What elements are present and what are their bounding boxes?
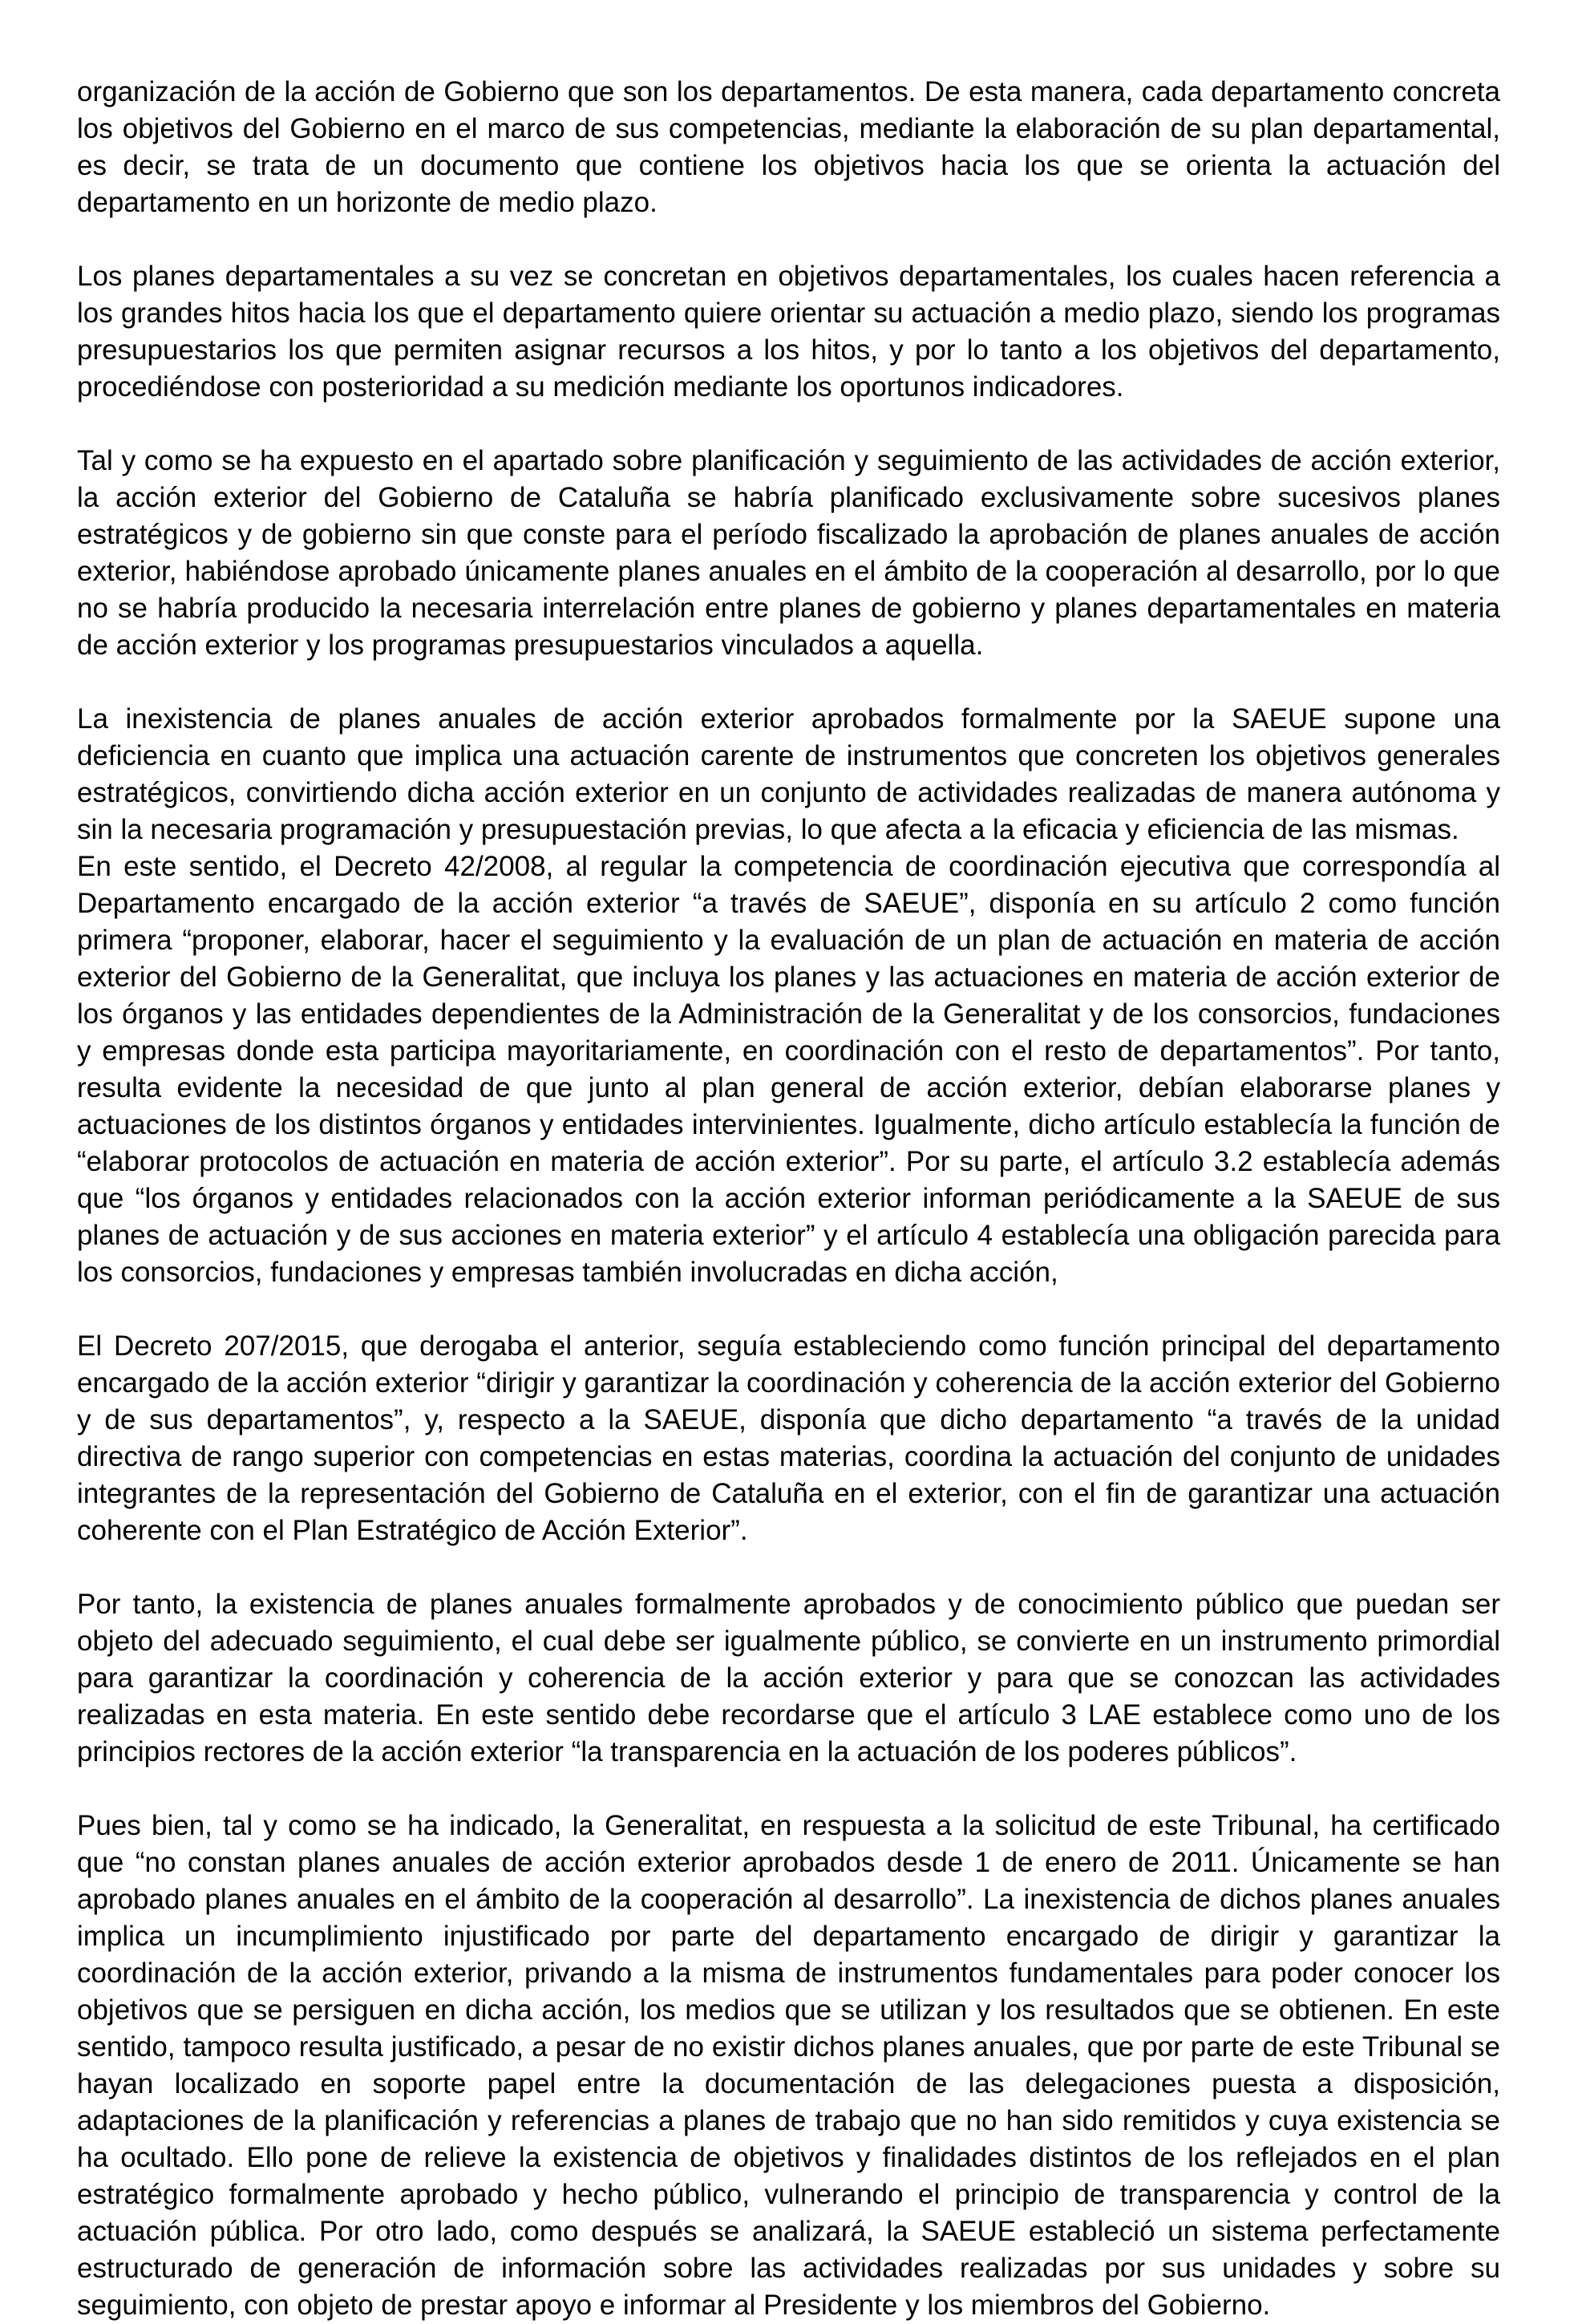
paragraph-planning-exterior-action: Tal y como se ha expuesto en el apartado sobre planificación y seguimiento de las actividades de acción exterior, la acción exterior del Gobierno de Cataluña se habría planificado exclusivamente sobre sucesivos planes estratégicos y de gobierno sin que conste para el período fiscalizado la aprobación de planes anuales de acción exterior, habiéndose aprobado únicamente planes anuales en el ámbito de la cooperación al desarrollo, por lo que no se habría producido la necesaria interrelación entre planes de gobierno y planes departamentales en materia de acción exterior y los programas presupuestarios vinculados a aquella. [77,445,1500,661]
paragraph-lack-of-annual-plans: La inexistencia de planes anuales de acción exterior aprobados formalmente por la SAEUE supone una deficiencia en cuanto que implica una actuación carente de instrumentos que concreten los objetivos generales estratégicos, convirtiendo dicha acción exterior en un conjunto de actividades realizadas de manera autónoma y sin la necesaria programación y presupuestación previas, lo que afecta a la eficacia y eficiencia de las mismas. [77,703,1500,845]
paragraph-departmental-objectives: Los planes departamentales a su vez se concretan en objetivos departamentales, los cuales hacen referencia a los grandes hitos hacia los que el departamento quiere orientar su actuación a medio plazo, siendo los programas presupuestarios los que permiten asignar recursos a los hitos, y por lo tanto a los objetivos del departamento, procediéndose con posterioridad a su medición mediante los oportunos indicadores. [77,261,1500,403]
paragraph-decreto-207-2015: El Decreto 207/2015, que derogaba el anterior, seguía estableciendo como función principal del departamento encargado de la acción exterior “dirigir y garantizar la coordinación y coherencia de la acción exterior del Gobierno y de sus departamentos”, y, respecto a la SAEUE, disponía que dicho departamento “a través de la unidad directiva de rango superior con competencias en estas materias, coordina la actuación del conjunto de unidades integrantes de la representación del Gobierno de Cataluña en el exterior, con el fin de garantizar una actuación coherente con el Plan Estratégico de Acción Exterior”. [77,1330,1500,1546]
paragraph-decreto-42-2008: En este sentido, el Decreto 42/2008, al regular la competencia de coordinación ejecutiva que correspondía al Departamento encargado de la acción exterior “a través de SAEUE”, disponía en su artículo 2 como función primera “proponer, elaborar, hacer el seguimiento y la evaluación de un plan de actuación en materia de acción exterior del Gobierno de la Generalitat, que incluya los planes y las actuaciones en materia de acción exterior de los órganos y las entidades dependientes de la Administración de la Generalitat y de los consorcios, fundaciones y empresas donde esta participa mayoritariamente, en coordinación con el resto de departamentos”. Por tanto, resulta evidente la necesidad de que junto al plan general de acción exterior, debían elaborarse planes y actuaciones de los distintos órganos y entidades intervinientes. Igualmente, dicho artículo establecía la función de “elaborar protocolos de actuación en materia de acción exterior”. Por su parte, el artículo 3.2 establecía además que “los órganos y entidades relacionados con la acción exterior informan periódicamente a la SAEUE de sus planes de actuación y de sus acciones en materia exterior” y el artículo 4 establecía una obligación parecida para los consorcios, fundaciones y empresas también involucradas en dicha acción, [77,851,1500,1288]
paragraph-departmental-plans-intro: organización de la acción de Gobierno que son los departamentos. De esta manera, cada departamento concreta los objetivos del Gobierno en el marco de sus competencias, mediante la elaboración de su plan departamental, es decir, se trata de un documento que contiene los objetivos hacia los que se orienta la actuación del departamento en un horizonte de medio plazo. [77,76,1500,218]
paragraph-generalitat-certification: Pues bien, tal y como se ha indicado, la Generalitat, en respuesta a la solicitud de este Tribunal, ha certificado que “no constan planes anuales de acción exterior aprobados desde 1 de enero de 2011. Únicamente se han aprobado planes anuales en el ámbito de la cooperación al desarrollo”. La inexistencia de dichos planes anuales implica un incumplimiento injustificado por parte del departamento encargado de dirigir y garantizar la coordinación de la acción exterior, privando a la misma de instrumentos fundamentales para poder conocer los objetivos que se persiguen en dicha acción, los medios que se utilizan y los resultados que se obtienen. En este sentido, tampoco resulta justificado, a pesar de no existir dichos planes anuales, que por parte de este Tribunal se hayan localizado en soporte papel entre la documentación de las delegaciones puesta a disposición, adaptaciones de la planificación y referencias a planes de trabajo que no han sido remitidos y cuya existencia se ha ocultado. Ello pone de relieve la existencia de objetivos y finalidades distintos de los reflejados en el plan estratégico formalmente aprobado y hecho público, vulnerando el principio de transparencia y control de la actuación pública. Por otro lado, como después se analizará, la SAEUE estableció un sistema perfectamente estructurado de generación de información sobre las actividades realizadas por sus unidades y sobre su seguimiento, con objeto de prestar apoyo e informar al Presidente y los miembros del Gobierno. [77,1810,1500,2321]
document-body [77,74,1500,2324]
paragraph-transparency-principle: Por tanto, la existencia de planes anuales formalmente aprobados y de conocimiento público que puedan ser objeto del adecuado seguimiento, el cual debe ser igualmente público, se convierte en un instrumento primordial para garantizar la coordinación y coherencia de la acción exterior y para que se conozcan las actividades realizadas en esta materia. En este sentido debe recordarse que el artículo 3 LAE establece como uno de los principios rectores de la acción exterior “la transparencia en la actuación de los poderes públicos”. [77,1589,1500,1767]
